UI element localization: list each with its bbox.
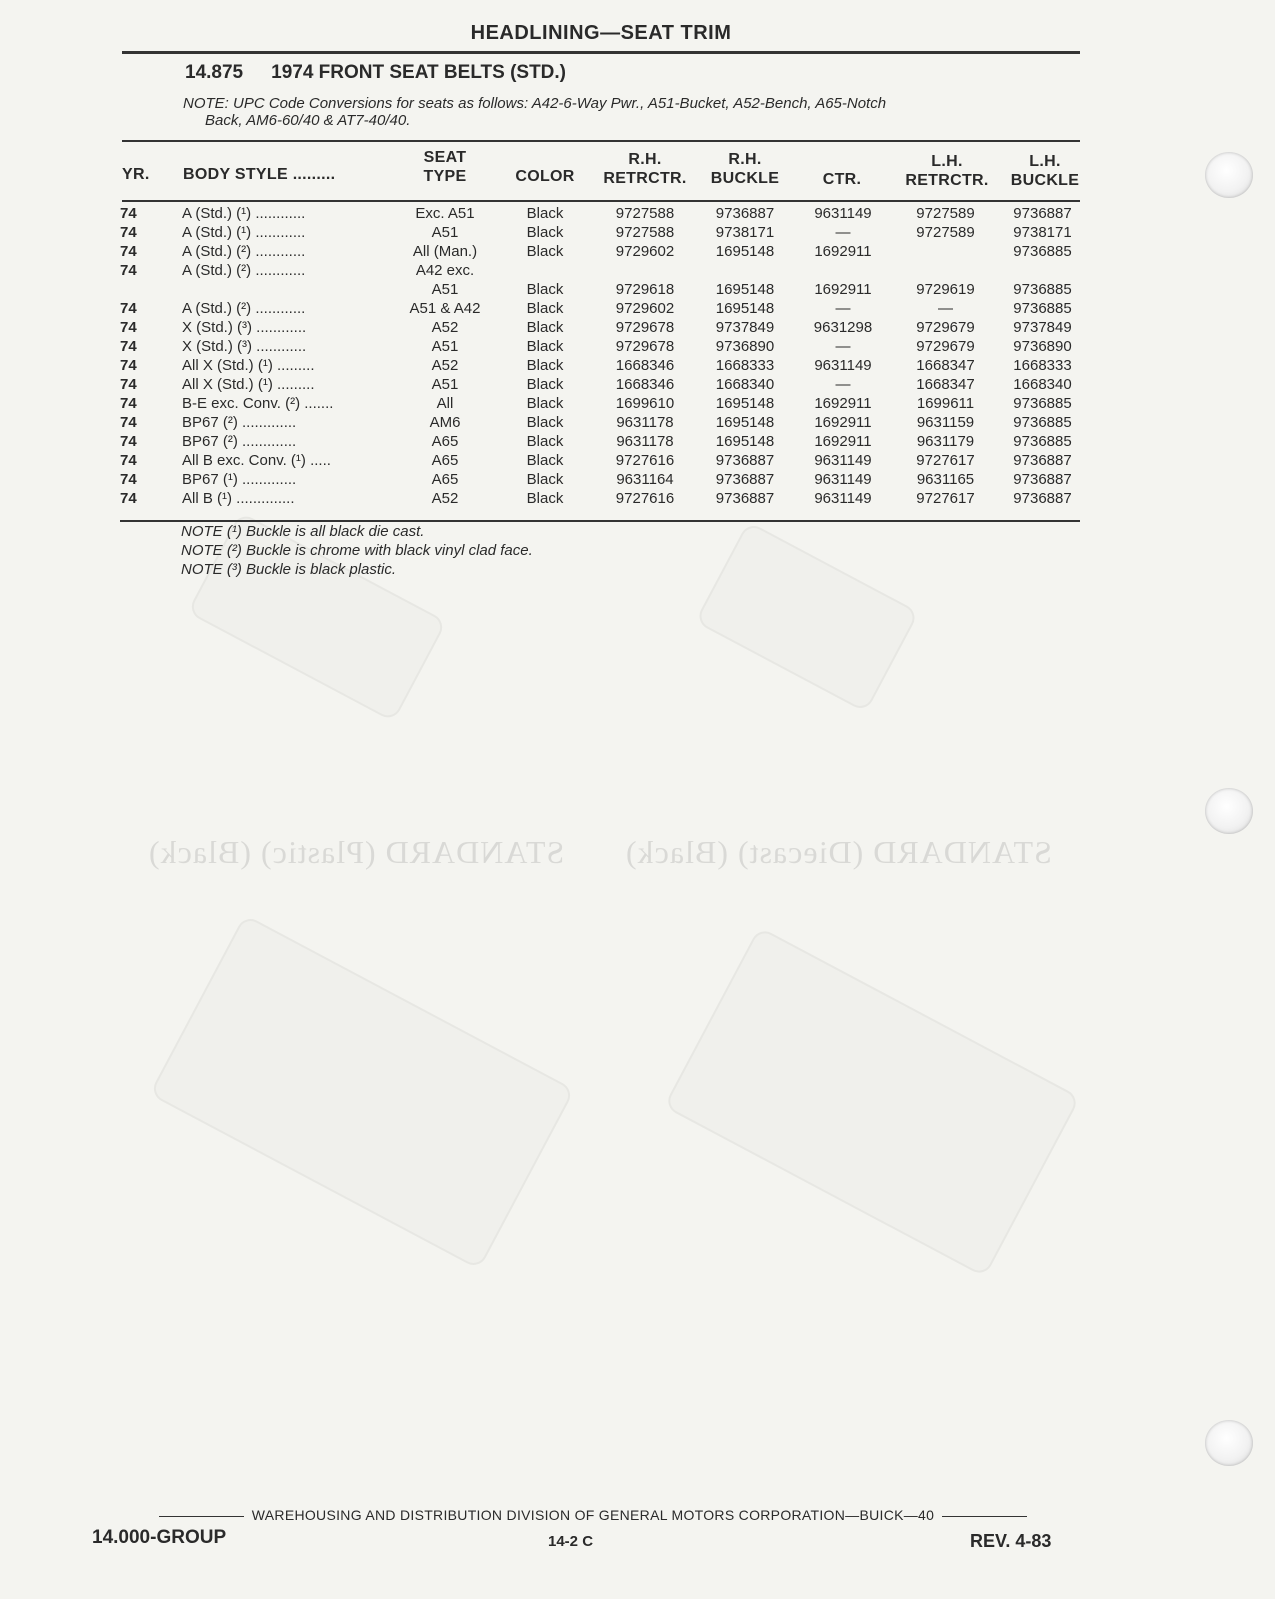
cell-year: 74 xyxy=(120,262,137,279)
col-header-lh-retractor-line2: RETRCTR. xyxy=(905,172,989,189)
cell-center: 1692911 xyxy=(814,414,872,431)
col-header-rh-buckle-line1: R.H. xyxy=(728,151,762,168)
table-bottom-rule xyxy=(120,520,1080,522)
col-header-seat-type-line2: TYPE xyxy=(423,168,467,185)
bleedthrough-image xyxy=(695,521,920,713)
cell-year: 74 xyxy=(120,205,137,222)
bleedthrough-text: STANDARD (Plastic) (Black) xyxy=(148,834,565,870)
cell-body-style: BP67 (²) ............. xyxy=(182,414,297,431)
cell-rh-buckle: 9737849 xyxy=(715,319,775,336)
cell-seat-type: A52 xyxy=(431,319,459,336)
cell-year: 74 xyxy=(120,357,137,374)
cell-center: — xyxy=(835,338,851,355)
cell-center: 1692911 xyxy=(814,243,872,260)
footnote-1: NOTE (¹) Buckle is all black die cast. xyxy=(181,523,425,540)
cell-rh-retractor: 9729602 xyxy=(615,243,675,260)
cell-center: — xyxy=(835,376,851,393)
cell-seat-type: Exc. A51 xyxy=(415,205,475,222)
col-header-lh-retractor xyxy=(898,152,996,190)
cell-lh-retractor: 1668347 xyxy=(916,357,975,374)
cell-center: 1692911 xyxy=(814,395,872,412)
footnote-2: NOTE (²) Buckle is chrome with black vinyl clad face. xyxy=(181,542,533,559)
cell-lh-retractor: 9729679 xyxy=(916,319,975,336)
cell-lh-buckle: 9736887 xyxy=(1013,205,1072,222)
cell-rh-retractor: 9727588 xyxy=(615,224,675,241)
cell-seat-type: A65 xyxy=(431,433,459,450)
section-title xyxy=(185,62,566,84)
header-rule xyxy=(122,51,1080,54)
cell-rh-retractor: 9631164 xyxy=(616,471,674,488)
section-number: 14.875 xyxy=(185,62,244,83)
cell-rh-retractor: 9631178 xyxy=(616,414,674,431)
footnote-3: NOTE (³) Buckle is black plastic. xyxy=(181,561,397,578)
cell-center: 1692911 xyxy=(814,281,872,298)
cell-lh-buckle: 1668340 xyxy=(1013,376,1072,393)
cell-center: — xyxy=(835,300,851,317)
header-bottom-rule xyxy=(122,200,1080,202)
cell-rh-retractor: 1699610 xyxy=(615,395,675,412)
cell-center: 9631149 xyxy=(814,471,872,488)
cell-seat-type: A51 xyxy=(431,376,459,393)
table-top-rule xyxy=(122,140,1080,142)
cell-year: 74 xyxy=(120,471,137,488)
cell-lh-retractor: 9729619 xyxy=(916,281,975,298)
cell-seat-type: AM6 xyxy=(429,414,461,431)
cell-lh-retractor: 9729679 xyxy=(916,338,975,355)
cell-seat-type: A42 exc. xyxy=(415,262,475,279)
cell-color: Black xyxy=(526,376,564,393)
footer-dash xyxy=(159,1516,244,1517)
cell-year: 74 xyxy=(120,452,137,469)
cell-lh-buckle: 9736885 xyxy=(1013,281,1072,298)
col-header-rh-retractor xyxy=(597,150,693,188)
cell-seat-type: A52 xyxy=(431,490,459,507)
cell-lh-retractor: 9631165 xyxy=(916,471,975,488)
cell-lh-buckle: 1668333 xyxy=(1013,357,1072,374)
cell-lh-buckle: 9736885 xyxy=(1013,433,1072,450)
cell-lh-retractor: 9631159 xyxy=(916,414,975,431)
cell-body-style: All B (¹) .............. xyxy=(182,490,295,507)
col-header-lh-retractor-line1: L.H. xyxy=(931,153,963,170)
col-header-seat-type-line1: SEAT xyxy=(423,149,467,166)
cell-lh-buckle: 9736887 xyxy=(1013,452,1072,469)
cell-color: Black xyxy=(526,490,564,507)
cell-rh-buckle: 1695148 xyxy=(715,433,775,450)
binder-hole xyxy=(1205,152,1253,198)
cell-rh-buckle: 9738171 xyxy=(715,224,775,241)
footer-revision: REV. 4-83 xyxy=(970,1531,1052,1551)
binder-hole xyxy=(1205,788,1253,834)
cell-body-style: BP67 (¹) ............. xyxy=(182,471,297,488)
col-header-rh-buckle xyxy=(703,150,787,188)
cell-year: 74 xyxy=(120,243,137,260)
col-header-lh-buckle-line2: BUCKLE xyxy=(1010,172,1080,189)
cell-rh-retractor: 1668346 xyxy=(615,357,675,374)
col-header-lh-buckle xyxy=(1006,152,1084,190)
cell-body-style: X (Std.) (³) ............ xyxy=(182,338,307,355)
cell-lh-buckle: 9736885 xyxy=(1013,395,1072,412)
bleedthrough-image xyxy=(663,926,1080,1277)
cell-rh-buckle: 1695148 xyxy=(715,414,775,431)
footer-publisher-line xyxy=(118,1507,1068,1523)
cell-rh-buckle: 1695148 xyxy=(715,300,775,317)
cell-lh-buckle: 9736887 xyxy=(1013,490,1072,507)
cell-color: Black xyxy=(526,395,564,412)
cell-seat-type: A65 xyxy=(431,471,459,488)
cell-color: Black xyxy=(526,338,564,355)
cell-rh-retractor: 9727616 xyxy=(615,490,675,507)
upc-note xyxy=(183,95,1073,129)
col-header-color: COLOR xyxy=(515,168,575,185)
col-header-rh-retractor-line1: R.H. xyxy=(628,151,662,168)
cell-color: Black xyxy=(526,452,564,469)
cell-year: 74 xyxy=(120,433,137,450)
cell-rh-retractor: 9727588 xyxy=(615,205,675,222)
cell-year: 74 xyxy=(120,319,137,336)
col-header-year: YR. xyxy=(122,166,150,183)
cell-body-style: X (Std.) (³) ............ xyxy=(182,319,307,336)
cell-year: 74 xyxy=(120,338,137,355)
cell-lh-retractor: 9631179 xyxy=(916,433,975,450)
cell-lh-buckle: 9736890 xyxy=(1013,338,1072,355)
cell-lh-buckle: 9738171 xyxy=(1013,224,1072,241)
cell-year: 74 xyxy=(120,376,137,393)
cell-seat-type: A51 xyxy=(431,338,459,355)
upc-note-line-2: Back, AM6-60/40 & AT7-40/40. xyxy=(205,112,411,129)
cell-lh-buckle: 9736885 xyxy=(1013,300,1072,317)
cell-seat-type: A51 xyxy=(431,281,459,298)
cell-lh-retractor: 1668347 xyxy=(916,376,975,393)
cell-rh-retractor: 9729602 xyxy=(615,300,675,317)
cell-rh-retractor: 1668346 xyxy=(615,376,675,393)
cell-color: Black xyxy=(526,281,564,298)
cell-center: 9631149 xyxy=(814,357,872,374)
cell-year: 74 xyxy=(120,414,137,431)
footer-publisher: WAREHOUSING AND DISTRIBUTION DIVISION OF GENERAL MOTORS CORPORATION—BUICK—40 xyxy=(251,1507,935,1523)
cell-rh-buckle: 1695148 xyxy=(715,395,775,412)
cell-color: Black xyxy=(526,205,564,222)
cell-lh-retractor: — xyxy=(938,300,953,317)
cell-rh-retractor: 9729678 xyxy=(615,338,675,355)
cell-year: 74 xyxy=(120,224,137,241)
cell-body-style: A (Std.) (²) ............ xyxy=(182,243,306,260)
cell-lh-retractor: 9727589 xyxy=(916,224,975,241)
cell-lh-retractor: 1699611 xyxy=(916,395,975,412)
cell-color: Black xyxy=(526,300,564,317)
cell-color: Black xyxy=(526,243,564,260)
section-heading: 1974 FRONT SEAT BELTS (STD.) xyxy=(271,62,567,83)
cell-rh-retractor: 9729678 xyxy=(615,319,675,336)
col-header-center: CTR. xyxy=(822,171,862,188)
cell-seat-type: A52 xyxy=(431,357,459,374)
bleedthrough-image xyxy=(149,914,575,1270)
cell-lh-buckle: 9736885 xyxy=(1013,243,1072,260)
cell-rh-retractor: 9729618 xyxy=(615,281,675,298)
cell-body-style: All X (Std.) (¹) ......... xyxy=(182,357,315,374)
cell-lh-retractor: 9727617 xyxy=(916,452,975,469)
cell-lh-buckle: 9736885 xyxy=(1013,414,1072,431)
cell-lh-retractor: 9727617 xyxy=(916,490,975,507)
cell-body-style: All X (Std.) (¹) ......... xyxy=(182,376,315,393)
cell-seat-type: A65 xyxy=(431,452,459,469)
cell-lh-buckle: 9737849 xyxy=(1013,319,1072,336)
col-header-lh-buckle-line1: L.H. xyxy=(1029,153,1061,170)
cell-rh-retractor: 9727616 xyxy=(615,452,675,469)
cell-lh-retractor: 9727589 xyxy=(916,205,975,222)
cell-body-style: B-E exc. Conv. (²) ....... xyxy=(182,395,334,412)
cell-year: 74 xyxy=(120,490,137,507)
cell-body-style: A (Std.) (²) ............ xyxy=(182,262,306,279)
cell-rh-retractor: 9631178 xyxy=(616,433,674,450)
cell-seat-type: A51 xyxy=(431,224,459,241)
binder-hole xyxy=(1205,1420,1253,1466)
cell-body-style: BP67 (²) ............. xyxy=(182,433,297,450)
col-header-body-style: BODY STYLE ......... xyxy=(183,166,336,183)
cell-rh-buckle: 9736887 xyxy=(715,452,775,469)
cell-color: Black xyxy=(526,319,564,336)
footer-page-number: 14-2 C xyxy=(548,1533,594,1550)
cell-year: 74 xyxy=(120,300,137,317)
cell-seat-type: All xyxy=(436,395,454,412)
bleedthrough-text: STANDARD (Diecast) (Black) xyxy=(625,834,1052,870)
footer-dash xyxy=(942,1516,1027,1517)
cell-color: Black xyxy=(526,357,564,374)
cell-center: 9631149 xyxy=(814,205,872,222)
cell-center: 1692911 xyxy=(814,433,872,450)
cell-seat-type: A51 & A42 xyxy=(409,300,481,317)
cell-rh-buckle: 1668333 xyxy=(715,357,775,374)
cell-rh-buckle: 1695148 xyxy=(715,281,775,298)
col-header-seat-type xyxy=(405,148,485,186)
cell-rh-buckle: 9736887 xyxy=(715,471,775,488)
cell-center: 9631149 xyxy=(814,452,872,469)
cell-center: — xyxy=(835,224,851,241)
cell-rh-buckle: 9736890 xyxy=(715,338,775,355)
page-header-title: HEADLINING—SEAT TRIM xyxy=(470,22,732,44)
upc-note-line-1: NOTE: UPC Code Conversions for seats as follows: A42-6-Way Pwr., A51-Bucket, A52-Bench, A65-Notch xyxy=(183,95,887,112)
cell-rh-buckle: 9736887 xyxy=(715,205,775,222)
cell-rh-buckle: 9736887 xyxy=(715,490,775,507)
cell-body-style: All B exc. Conv. (¹) ..... xyxy=(182,452,331,469)
col-header-rh-buckle-line2: BUCKLE xyxy=(710,170,780,187)
cell-rh-buckle: 1668340 xyxy=(715,376,775,393)
cell-rh-buckle: 1695148 xyxy=(715,243,775,260)
cell-year: 74 xyxy=(120,395,137,412)
footer-group: 14.000-GROUP xyxy=(92,1527,227,1548)
cell-body-style: A (Std.) (¹) ............ xyxy=(182,205,306,222)
cell-body-style: A (Std.) (¹) ............ xyxy=(182,224,306,241)
cell-center: 9631149 xyxy=(814,490,872,507)
cell-color: Black xyxy=(526,224,564,241)
cell-body-style: A (Std.) (²) ............ xyxy=(182,300,306,317)
cell-color: Black xyxy=(526,433,564,450)
cell-seat-type: All (Man.) xyxy=(412,243,478,260)
cell-color: Black xyxy=(526,471,564,488)
cell-color: Black xyxy=(526,414,564,431)
cell-center: 9631298 xyxy=(813,319,873,336)
cell-lh-buckle: 9736887 xyxy=(1013,471,1072,488)
col-header-rh-retractor-line2: RETRCTR. xyxy=(603,170,687,187)
